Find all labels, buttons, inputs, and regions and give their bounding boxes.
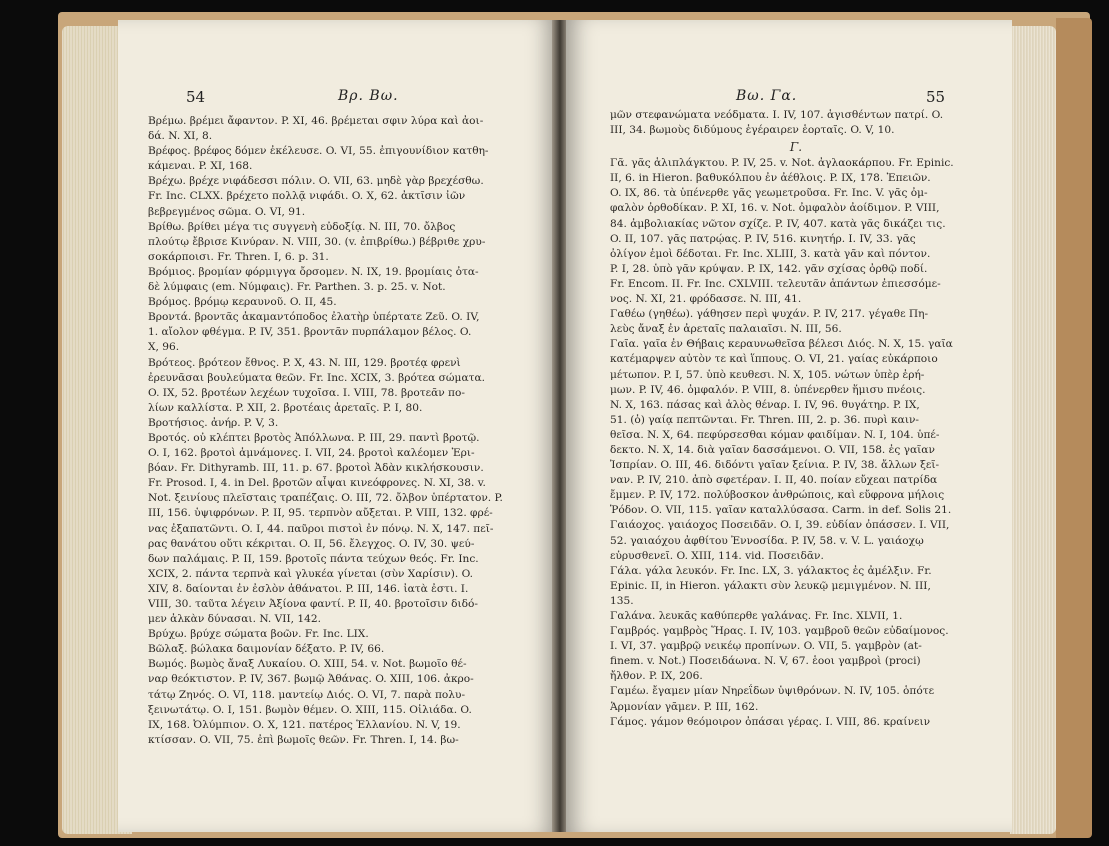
text-line: Γαμβρός. γαμβρὸς Ἥρας. I. IV, 103. γαμβροῦ θεῶν εὐδαίμονος.: [610, 625, 949, 638]
text-line: κατέμαρψεν αὐτὸν τε καὶ ἵππους. O. VI, 21. γαίας εὐκάρποιο: [610, 353, 938, 366]
text-line: P. I, 28. ὑπὸ γᾶν κρύψαν. P. IX, 142. γᾶν σχίσας ὀρθῷ ποδί.: [610, 262, 928, 275]
text-line: O. IX, 86. τὰ ὑπένερθε γᾶς γεωμετροῦσα. Fr. Inc. V. γᾶς ὀμ-: [610, 187, 928, 200]
text-line: Γᾶ. γᾶς ἁλιπλάγκτου. P. IV, 25. v. Not. ἀγλαοκάρπου. Fr. Epinic.: [610, 157, 954, 170]
text-line: XCIX, 2. πάντα τερπνὰ καὶ γλυκέα γίνεται (σὺν Χαρίσιν). O.: [148, 567, 474, 580]
text-line: XIV, 8. δαίονται ἐν ἐσλὸν ἀθάνατοι. P. III, 146. ἰατὰ ἐστι. I.: [148, 582, 469, 595]
text-line: μῶν στεφανώματα νεόδματα. I. IV, 107. ἁγισθέντων πατρί. O.: [610, 109, 944, 121]
text-line: N. X, 163. πάσας καὶ ἁλὸς θέναρ. I. IV, 96. θυγάτηρ. P. IX,: [610, 398, 920, 411]
left-page: [118, 20, 556, 832]
text-line: I. VI, 37. γαμβρῷ νεικέῳ προπίνων. O. VII, 5. γαμβρὸν (at-: [610, 640, 922, 653]
text-line: Ἰσπρίαν. O. III, 46. διδόντι γαῖαν ξείνια. P. IV, 38. ἄλλων ξεῖ-: [610, 459, 940, 472]
text-line: ναρ θεόκτιστον. P. IV, 367. βωμῷ Ἀθάνας. O. XIII, 106. ἀκρο-: [148, 673, 474, 686]
text-line: θεῖσα. N. X, 64. πεφύρσεσθαι κόμαν φαιδίμαν. N. I, 104. ὑπέ-: [610, 428, 940, 441]
text-line: X, 96.: [148, 341, 180, 354]
text-line: Βροτός. οὐ κλέπτει βροτὸς Ἀπόλλωνα. P. III, 29. παντὶ βροτῷ.: [148, 431, 480, 444]
text-line: σοκάρποισι. Fr. Thren. I, 6. p. 31.: [148, 250, 329, 263]
text-line: Γαῖα. γαῖα ἐν Θήβαις κεραυνωθεῖσα βέλεσι Διός. N. X, 15. γαῖα: [610, 338, 953, 351]
text-line: O. II, 107. γᾶς πατρῴας. P. IV, 516. κινητήρ. I. IV, 33. γᾶς: [610, 232, 916, 245]
text-line: ξεινωτάτῳ. O. I, 151. βωμὸν θέμεν. O. XIII, 115. Οἰλιάδα. O.: [148, 703, 472, 716]
page-edges-right: [1010, 26, 1056, 834]
text-line: 52. γαιαόχου ἀφθίτου Ἐννοσίδα. P. IV, 58. v. V. L. γαιάοχῳ: [610, 534, 924, 547]
text-line: III, 156. ὑψιφρόνων. P. II, 95. τερπνὸν αὔξεται. P. VIII, 132. φρέ-: [148, 507, 493, 520]
text-line: δων παλάμαις. P. II, 159. βροτοῖς πάντα τεύχων θεός. Fr. Inc.: [148, 552, 479, 565]
book-cover-edge: [1056, 18, 1092, 838]
text-line: Βροντά. βροντᾶς ἀκαμαντόποδος ἐλατὴρ ὑπέρτατε Ζεῦ. O. IV,: [148, 311, 480, 324]
text-line: Fr. Prosod. I, 4. in Del. βροτῶν αἶψαι κινεόφρονες. N. XI, 38. v.: [148, 477, 486, 490]
text-line: Βρέφος. βρέφος δόμεν ἐκέλευσε. O. VI, 55. ἐπιγουνίδιον κατθη-: [148, 145, 489, 158]
text-line: Ἁρμονίαν γᾶμεν. P. III, 162.: [610, 700, 759, 713]
text-line: βόαν. Fr. Dithyramb. III, 11. p. 67. βροτοὶ Ἀδὰν κικλήσκουσιν.: [148, 462, 484, 475]
text-line: νας ἐξαπατῶντι. O. I, 44. παῦροι πιστοὶ ἐν πόνῳ. N. X, 147. πεῖ-: [148, 522, 494, 535]
text-line: 84. ἀμβολιακίας νῶτον σχίζε. P. IV, 407. κατὰ γᾶς δικάζει τις.: [610, 217, 946, 230]
text-line: λίων καλλίστα. P. XII, 2. βροτέαις ἀρεταῖς. P. I, 80.: [148, 401, 423, 414]
text-line: Βρότεος. βρότεον ἔθνος. P. X, 43. N. III, 129. βροτέᾳ φρενὶ: [148, 356, 461, 369]
text-line: Fr. Inc. CLXX. βρέχετο πολλᾷ νιφάδι. O. X, 62. ἀκτῖσιν ἰῶν: [148, 190, 466, 203]
text-line: ἤλθον. P. IX, 206.: [610, 670, 703, 683]
text-line: 1. αἴολον φθέγμα. P. IV, 351. βροντᾶν πυρπάλαμον βέλος. O.: [148, 326, 472, 339]
text-line: δεκτο. N. X, 14. διὰ γαῖαν δασσάμενοι. O. VII, 158. ἐς γαῖαν: [610, 443, 935, 456]
text-line: μέτωπον. P. I, 57. ὑπὸ κευθεσι. N. X, 105. νώτων ὑπὲρ ἐρή-: [610, 368, 925, 381]
running-title-left: Βρ. Βω.: [338, 88, 399, 104]
text-line: Βωμός. βωμὸς ἄναξ Λυκαίου. O. XIII, 54. v. Not. βωμοῖο θέ-: [148, 658, 467, 671]
text-line: O. I, 162. βροτοὶ ἁμνάμονες. I. VII, 24. βροτοὶ καλέομεν Ἐρι-: [148, 447, 475, 460]
text-line: νος. N. XI, 21. φρόδασσε. N. III, 41.: [610, 293, 802, 306]
text-line: Βροτήσιος. ἀνήρ. P. V, 3.: [148, 416, 279, 429]
section-heading: Γ.: [789, 140, 803, 155]
text-line: εὐρυσθενεῖ. O. XIII, 114. vid. Ποσειδᾶν.: [610, 549, 824, 562]
text-line: κάμεναι. P. XI, 168.: [148, 160, 253, 173]
right-page-text: [610, 108, 982, 730]
text-line: VIII, 30. ταῦτα λέγειν Ἀξίονα φαντί. P. II, 40. βροτοῖσιν διδό-: [148, 598, 478, 610]
text-line: Ῥόδον. O. VII, 115. γαῖαν καταλλύσασα. Carm. in def. Solis 21.: [610, 504, 952, 517]
text-line: φαλὸν ὀρθοδίκαν. P. XI, 16. v. Not. ὀμφαλὸν ἀοίδιμον. P. VIII,: [610, 202, 940, 215]
text-line: Γάμος. γάμον θεόμοιρον ὀπάσαι γέρας. I. VIII, 86. κραίνειν: [610, 715, 931, 728]
text-line: λεὺς ἄναξ ἐν ἀρεταῖς παλαιαῖσι. N. III, 56.: [610, 323, 842, 336]
text-line: Γαιάοχος. γαιάοχος Ποσειδᾶν. O. I, 39. εὐδίαν ὀπάσσεν. I. VII,: [610, 519, 950, 532]
page-number-left: 54: [186, 88, 206, 106]
text-line: μων. P. IV, 46. ὀμφαλόν. P. VIII, 8. ὑπένερθεν ἥμισυ πνέοις.: [610, 383, 926, 396]
text-line: ὀλίγον ἐμοὶ δέδοται. Fr. Inc. XLIII, 3. κατὰ γᾶν καὶ πόντον.: [610, 247, 931, 260]
text-line: μεν ἀλκὰν δύνασαι. N. VII, 142.: [148, 613, 321, 626]
text-line: Βρόμος. βρόμῳ κεραυνοῦ. O. II, 45.: [148, 296, 337, 309]
text-line: Βρέμω. βρέμει ἄφαντον. P. XI, 46. βρέμεται σφιν λύρα καὶ ἀοι-: [148, 115, 484, 127]
text-line: ρας θανάτου οὔτι κέκριται. O. II, 56. ἔλεγχος. O. IV, 30. ψεύ-: [148, 537, 475, 550]
text-line: βεβρεγμένος σῶμα. O. VI, 91.: [148, 205, 306, 218]
text-line: ἐρευνᾶσαι βουλεύματα θεῶν. Fr. Inc. XCIX, 3. βρότεα σώματα.: [148, 371, 485, 384]
text-line: Γαλάνα. λευκᾶς καθύπερθε γαλάνας. Fr. Inc. XLVII, 1.: [610, 610, 903, 622]
text-line: τάτῳ Ζηνός. O. VI, 118. μαντείῳ Διός. O. VI, 7. παρὰ πολυ-: [148, 688, 466, 701]
text-line: Not. ξεινίους πλεῖσταις τραπέζαις. O. III, 72. ὄλβον ὑπέρτατον. P.: [148, 492, 503, 505]
text-line: δὲ λύμφαις (em. Νύμφαις). Fr. Parthen. 3. p. 25. v. Not.: [148, 281, 446, 294]
text-line: finem. v. Not.) Ποσειδάωνα. N. V, 67. ἑοοι γαμβροὶ (proci): [610, 655, 921, 668]
text-line: Βρύχω. βρύχε σώματα βοῶν. Fr. Inc. LIX.: [148, 628, 369, 641]
text-line: 135.: [610, 594, 634, 607]
text-line: Βρέχω. βρέχε νιφάδεσσι πόλιν. O. VII, 63. μηδὲ γὰρ βρεχέσθω.: [148, 175, 484, 188]
text-line: III, 34. βωμοὺς διδύμους ἐγέραιρεν ἑορταῖς. O. V, 10.: [610, 124, 895, 137]
text-line: κτίσσαν. O. VII, 75. ἐπὶ βωμοῖς θεῶν. Fr. Thren. I, 14. βω-: [148, 733, 459, 746]
text-line: Βῶλαξ. βώλακα δαιμονίαν δέξατο. P. IV, 66.: [148, 643, 385, 656]
text-line: O. IX, 52. βροτέων λεχέων τυχοῖσα. I. VIII, 78. βροτεᾶν πο-: [148, 386, 465, 399]
text-line: ναν. P. IV, 210. ἀπὸ σφετέραν. I. II, 40. ποίαν εὔχεαι πατρίδα: [610, 474, 938, 487]
text-line: πλούτῳ ἔβρισε Κινύραν. N. VIII, 30. (v. ἐπιβρίθω.) βέβριθε χρυ-: [148, 235, 486, 248]
text-line: Γαθέω (γηθέω). γάθησεν περὶ ψυχάν. P. IV, 217. γέγαθε Πη-: [610, 308, 929, 321]
page-number-right: 55: [926, 88, 946, 106]
text-line: 51. (ὁ) γαίᾳ πεπτῶνται. Fr. Thren. III, 2. p. 36. πυρὶ καιν-: [610, 413, 920, 426]
text-line: II, 6. in Hieron. βαθυκόλπου ἐν ἀέθλοις. P. IX, 178. Ἐπειῶν.: [610, 172, 931, 185]
text-line: ἔμμεν. P. IV, 172. πολύβοσκον ἀνθρώποις, καὶ εὔφρονα μήλοις: [610, 489, 945, 502]
running-title-right: Βω. Γα.: [736, 88, 798, 104]
text-line: Βρόμιος. βρομίαν φόρμιγγα ὄρσομεν. N. IX, 19. βρομίαις ὀτα-: [148, 265, 479, 278]
text-line: Βρίθω. βρίθει μέγα τις συγγενὴ εὐδοξίᾳ. N. III, 70. ὄλβος: [148, 220, 456, 233]
right-page: [566, 20, 1012, 832]
text-line: Epinic. II, in Hieron. γάλακτι σὺν λευκῷ μεμιγμένον. N. III,: [610, 579, 931, 592]
text-line: IX, 168. Ὀλύμπιον. O. X, 121. πατέρος Ἑλλανίου. N. V, 19.: [148, 718, 461, 731]
text-line: Γαμέω. ἔγαμεν μίαν Νηρεΐδων ὑψιθρόνων. N. IV, 105. ὁπότε: [610, 685, 935, 698]
text-line: Fr. Encom. II. Fr. Inc. CXLVIII. τελευτᾶν ἁπάντων ἐπιεσσόμε-: [610, 277, 941, 290]
left-page-text: [148, 114, 536, 748]
text-line: δά. N. XI, 8.: [148, 130, 213, 143]
text-line: Γάλα. γάλα λευκόν. Fr. Inc. LX, 3. γάλακτος ἐς ἀμέλξιν. Fr.: [610, 564, 932, 577]
